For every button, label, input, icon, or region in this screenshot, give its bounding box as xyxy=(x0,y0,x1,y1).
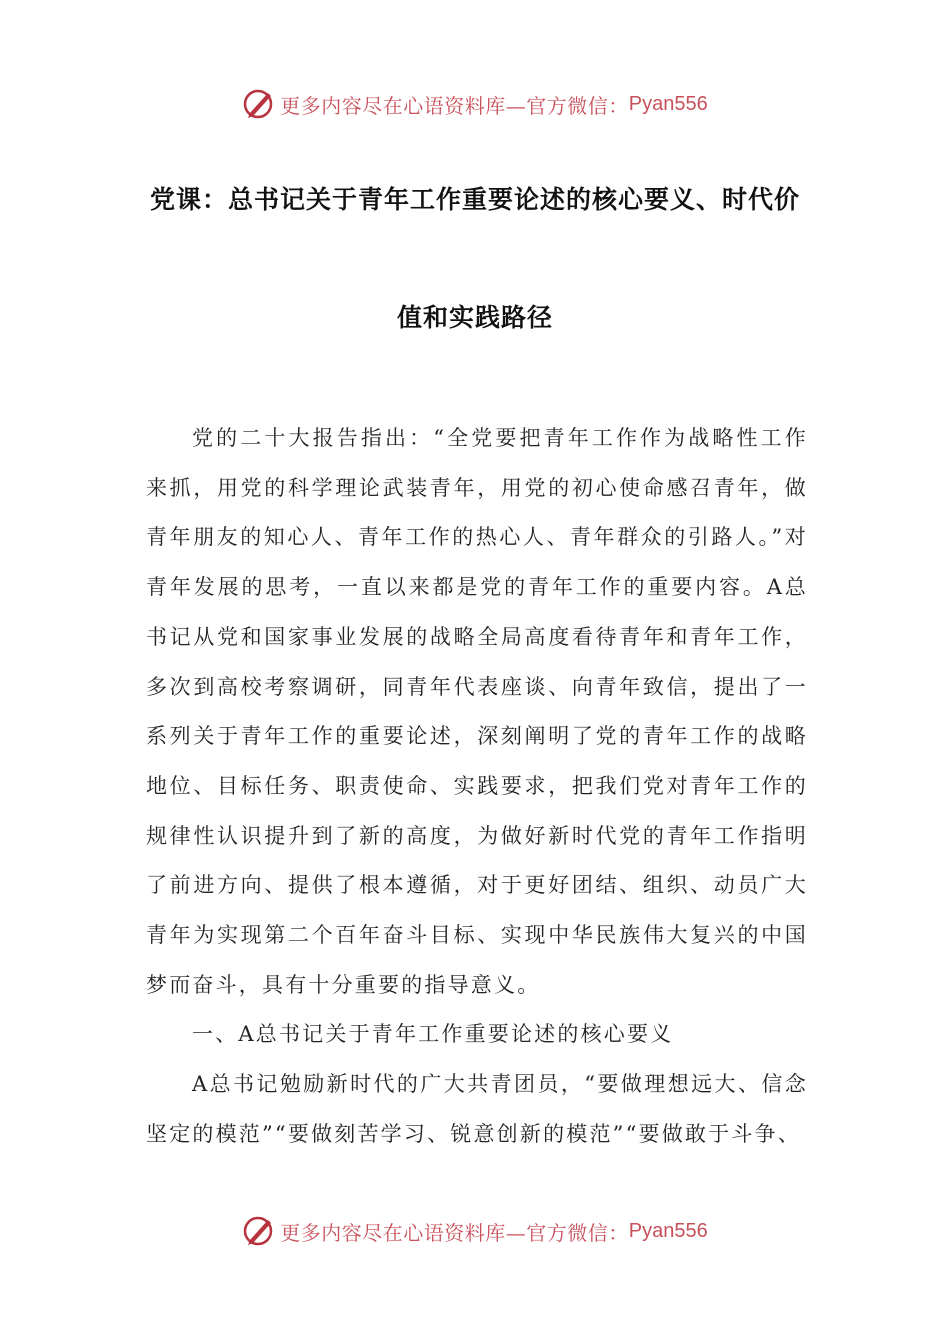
header-banner xyxy=(0,84,950,124)
banner-text: 更多内容尽在心语资料库—官方微信： xyxy=(280,93,629,118)
section-heading: 一、A总书记关于青年工作重要论述的核心要义 xyxy=(192,1022,674,1047)
paragraph-2: A总书记勉励新时代的广大共青团员，“要做理想远大、信念坚定的模范”“要做刻苦学习、锐意创新的模范”“要做敢于斗争、 xyxy=(146,1072,808,1146)
banner-wechat-id: Pyan556 xyxy=(628,92,708,115)
page-title-line2: 值和实践路径 xyxy=(396,303,553,332)
banner-text: 更多内容尽在心语资料库—官方微信： xyxy=(280,1220,629,1245)
pen-circle-logo-icon xyxy=(242,87,276,121)
banner-wechat-id: Pyan556 xyxy=(628,1219,708,1242)
document-body xyxy=(146,414,808,1160)
page-title-line1: 党课：总书记关于青年工作重要论述的核心要义、时代价 xyxy=(149,185,800,214)
paragraph-intro: 党的二十大报告指出：“全党要把青年工作作为战略性工作来抓，用党的科学理论武装青年，用党的初心使命感召青年，做青年朋友的知心人、青年工作的热心人、青年群众的引路人。”对青年发展的思考，一直以来都是党的青年工作的重要内容。A总书记从党和国家事业发展的战略全局高度看待青年和青年工作，多次到高校考察调研，同青年代表座谈、向青年致信，提出了一系列关于青年工作的重要论述，深刻阐明了党的青年工作的战略地位、目标任务、职责使命、实践要求，把我们党对青年工作的规律性认识提升到了新的高度，为做好新时代党的青年工作指明了前进方向、提供了根本遵循，对于更好团结、组织、动员广大青年为实现第二个百年奋斗目标、实现中华民族伟大复兴的中国梦而奋斗，具有十分重要的指导意义。 xyxy=(146,426,808,997)
footer-banner xyxy=(0,1211,950,1251)
pen-circle-logo-icon xyxy=(242,1214,276,1248)
